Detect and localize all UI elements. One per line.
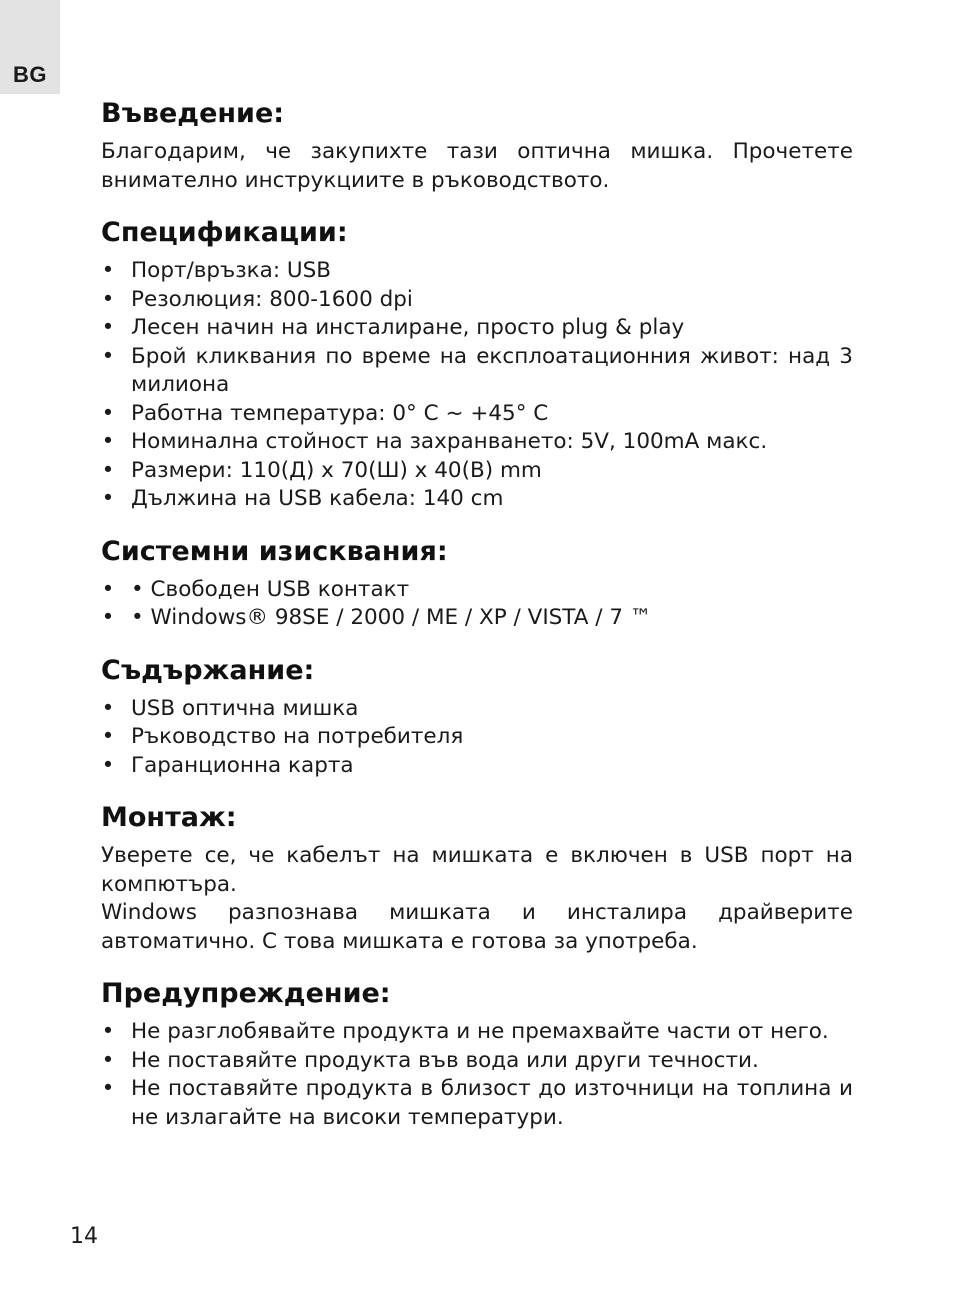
list-item xyxy=(101,343,853,400)
section-title-specs: Спецификации: xyxy=(101,217,348,248)
list-item-text: Лесен начин на инсталиране, просто plug & play xyxy=(131,315,685,340)
section-specs xyxy=(101,211,853,514)
intro-text: Благодарим, че закупихте тази оптична мишка. Прочетете внимателно инструкциите в ръководството. xyxy=(101,139,853,193)
bullet-icon: • xyxy=(101,1076,115,1101)
bullet-icon: • xyxy=(101,752,115,778)
list-item-text: Номинална стойност на захранването: 5V, 100mA макс. xyxy=(131,429,768,454)
page-number: 14 xyxy=(70,1224,98,1249)
installation-paragraph: Windows разпознава мишката и инсталира драйверите автоматично. С това мишката е готова за употреба. xyxy=(101,900,853,954)
list-item xyxy=(101,723,853,752)
list-item-text: • Свободен USB контакт xyxy=(131,576,410,602)
page-content xyxy=(101,92,853,1148)
list-item xyxy=(101,485,853,514)
language-label: BG xyxy=(13,62,47,87)
list-item xyxy=(101,400,853,429)
list-item xyxy=(101,457,853,486)
list-item xyxy=(101,695,853,724)
section-requirements xyxy=(101,530,853,633)
bullet-icon: • xyxy=(101,457,115,483)
list-item-text: Порт/връзка: USB xyxy=(131,258,332,283)
list-item-text: Не поставяйте продукта във вода или други течности. xyxy=(131,1047,759,1073)
language-tab xyxy=(0,0,60,94)
bullet-icon: • xyxy=(101,429,115,454)
list-item xyxy=(101,604,853,633)
section-intro xyxy=(101,92,853,195)
specs-list xyxy=(101,257,853,514)
bullet-icon: • xyxy=(101,576,115,602)
bullet-icon: • xyxy=(101,724,115,749)
section-title-intro: Въведение: xyxy=(101,98,285,129)
list-item xyxy=(101,576,853,605)
bullet-icon: • xyxy=(101,695,115,721)
bullet-icon: • xyxy=(101,315,115,340)
requirements-list xyxy=(101,576,853,633)
list-item xyxy=(101,314,853,343)
list-item-text: Не разглобявайте продукта и не премахвайте части от него. xyxy=(131,1019,829,1044)
list-item xyxy=(101,286,853,315)
section-contents xyxy=(101,649,853,781)
bullet-icon: • xyxy=(101,605,115,630)
list-item-text: Не поставяйте продукта в близост до източници на топлина и не излагайте на високи температури. xyxy=(131,1076,853,1130)
bullet-icon: • xyxy=(101,400,115,426)
bullet-icon: • xyxy=(101,343,115,369)
section-installation xyxy=(101,796,853,956)
section-warning xyxy=(101,972,853,1132)
list-item-text: Резолюция: 800-1600 dpi xyxy=(131,286,413,312)
list-item-text: • Windows® 98SE / 2000 / ME / XP / VISTA / 7 ™ xyxy=(131,605,652,630)
list-item-text: Работна температура: 0° C ~ +45° C xyxy=(131,400,549,426)
section-title-requirements: Системни изисквания: xyxy=(101,535,448,567)
list-item xyxy=(101,428,853,457)
contents-list xyxy=(101,695,853,781)
list-item xyxy=(101,1018,853,1047)
section-title-warning: Предупреждение: xyxy=(101,978,391,1009)
installation-paragraph: Уверете се, че кабелът на мишката е включен в USB порт на компютъра. xyxy=(101,843,853,897)
list-item xyxy=(101,1075,853,1132)
list-item-text: Размери: 110(Д) x 70(Ш) x 40(В) mm xyxy=(131,457,542,483)
list-item-text: Гаранционна карта xyxy=(131,752,354,778)
bullet-icon: • xyxy=(101,258,115,283)
section-title-contents: Съдържание: xyxy=(101,654,315,686)
section-title-installation: Монтаж: xyxy=(101,802,237,833)
bullet-icon: • xyxy=(101,1047,115,1073)
bullet-icon: • xyxy=(101,1019,115,1044)
list-item xyxy=(101,1047,853,1076)
list-item xyxy=(101,752,853,781)
list-item-text: Ръководство на потребителя xyxy=(131,724,464,749)
warning-list xyxy=(101,1018,853,1132)
list-item xyxy=(101,257,853,286)
bullet-icon: • xyxy=(101,286,115,312)
list-item-text: USB оптична мишка xyxy=(131,695,359,721)
list-item-text: Брой кликвания по време на експлоатационния живот: над 3 милиона xyxy=(131,343,853,397)
bullet-icon: • xyxy=(101,486,115,511)
list-item-text: Дължина на USB кабела: 140 cm xyxy=(131,486,504,511)
